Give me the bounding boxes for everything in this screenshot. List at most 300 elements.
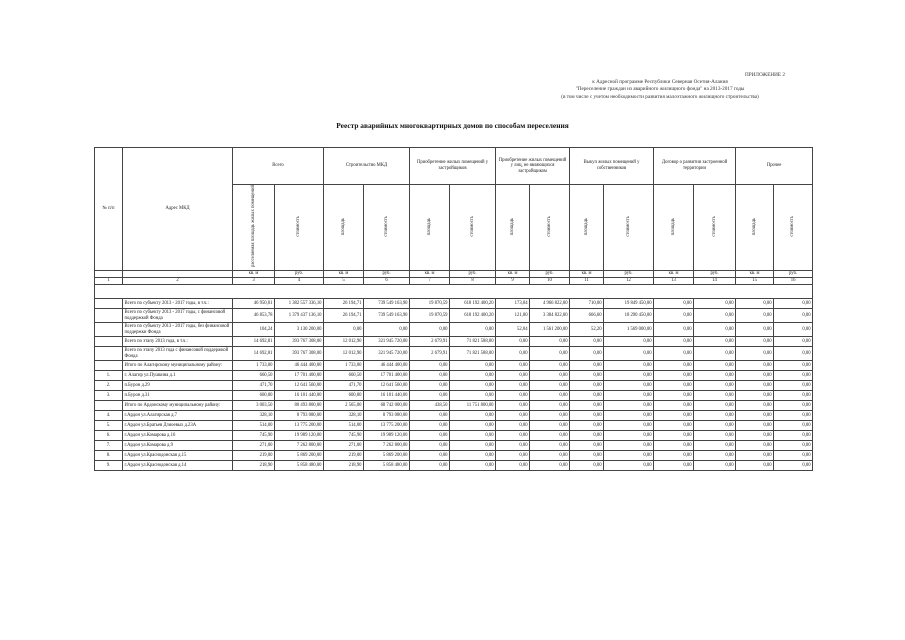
row-address: Всего по субъекту 2013 - 2017 годы, в т.ч.:	[123, 299, 233, 309]
column-number-cell: 13	[654, 278, 694, 285]
row-value: 0,00	[496, 441, 530, 451]
row-address: г.Ардон ул.Алагирская д.7	[123, 411, 233, 421]
row-value: 0,00	[530, 461, 570, 471]
row-value: 52,20	[570, 323, 604, 337]
row-value: 0,00	[694, 431, 736, 441]
row-value: 0,00	[530, 441, 570, 451]
row-value: 0,00	[694, 411, 736, 421]
spacer-row	[95, 285, 813, 299]
row-value: 0,00	[654, 421, 694, 431]
row-value: 0,00	[774, 451, 813, 461]
row-address: Итого по Алагирскому муниципальному району:	[123, 361, 233, 371]
row-value: 0,00	[604, 347, 654, 361]
row-value: 0,00	[410, 431, 450, 441]
row-value: 2 679,91	[410, 337, 450, 347]
row-value: 0,00	[450, 361, 496, 371]
row-value: 0,00	[604, 361, 654, 371]
header-sub	[324, 185, 364, 271]
row-value: 618 192 400,20	[450, 299, 496, 309]
row-value: 0,00	[604, 421, 654, 431]
unit-cell: руб.	[530, 271, 570, 278]
row-value: 0,00	[604, 401, 654, 411]
row-number: 4.	[95, 411, 123, 421]
row-value: 600,80	[233, 391, 275, 401]
header-sub-label: площадь	[426, 217, 432, 235]
row-value: 0,00	[496, 451, 530, 461]
row-number: 2.	[95, 381, 123, 391]
unit-cell	[95, 271, 123, 278]
row-value: 0,00	[570, 411, 604, 421]
row-value: 745,90	[324, 431, 364, 441]
row-value: 0,00	[694, 337, 736, 347]
row-value: 0,00	[774, 299, 813, 309]
row-value: 0,00	[530, 361, 570, 371]
row-value: 0,00	[736, 391, 774, 401]
row-value: 0,00	[496, 347, 530, 361]
row-value: 0,00	[570, 347, 604, 361]
row-number: 3.	[95, 391, 123, 401]
row-value: 0,00	[450, 421, 496, 431]
header-sub-label: площадь	[583, 217, 589, 235]
header-sub	[496, 185, 530, 271]
column-number-cell: 5	[324, 278, 364, 285]
row-value: 19 989 120,00	[275, 431, 324, 441]
header-sub	[570, 185, 604, 271]
header-sub	[410, 185, 450, 271]
row-number: 6.	[95, 431, 123, 441]
header-sub	[774, 185, 813, 271]
header-address: Адрес МКД	[123, 148, 233, 271]
row-number: 1.	[95, 371, 123, 381]
header-sub-label: стоимость	[469, 215, 475, 237]
table-row	[95, 411, 813, 421]
row-value: 0,00	[496, 391, 530, 401]
row-value: 0,00	[654, 337, 694, 347]
header-group-purchase-non-developers: Приобретение жилых помещений у лиц, не являющихся застройщиком	[496, 148, 570, 185]
row-value: 104,24	[233, 323, 275, 337]
page-title: Реестр аварийных многоквартирных домов по способам переселения	[336, 121, 569, 130]
row-value: 0,00	[450, 411, 496, 421]
row-value: 3 384 822,00	[530, 309, 570, 323]
row-value: 0,00	[694, 361, 736, 371]
row-value: 745,90	[233, 431, 275, 441]
row-value: 0,00	[530, 421, 570, 431]
appendix-block	[460, 72, 860, 101]
row-value: 471,70	[324, 381, 364, 391]
column-number-cell: 9	[496, 278, 530, 285]
row-value: 0,00	[570, 461, 604, 471]
row-value: 0,00	[530, 371, 570, 381]
row-address: Итого по Ардонскому муниципальному району:	[123, 401, 233, 411]
row-address: г.Ардон ул.Комарова д.16	[123, 431, 233, 441]
row-value: 218,90	[324, 461, 364, 471]
row-value: 0,00	[450, 451, 496, 461]
column-number-cell: 6	[364, 278, 410, 285]
row-value: 1 561 200,00	[530, 323, 570, 337]
row-value: 0,00	[694, 323, 736, 337]
unit-cell: руб.	[774, 271, 813, 278]
row-value: 0,00	[496, 431, 530, 441]
row-value: 739 549 163,90	[364, 299, 410, 309]
row-value: 0,00	[450, 323, 496, 337]
row-value: 0,00	[694, 441, 736, 451]
row-value: 0,00	[530, 401, 570, 411]
table-row	[95, 371, 813, 381]
row-value: 0,00	[570, 401, 604, 411]
table-row	[95, 451, 813, 461]
row-value: 0,00	[736, 411, 774, 421]
row-value: 2 565,00	[324, 401, 364, 411]
row-value: 0,00	[450, 431, 496, 441]
row-value: 0,00	[450, 461, 496, 471]
row-value: 12 012,90	[324, 347, 364, 361]
row-value: 0,00	[736, 401, 774, 411]
row-value: 0,00	[736, 323, 774, 337]
row-value: 0,00	[694, 299, 736, 309]
row-value: 0,00	[774, 401, 813, 411]
row-value: 13 775 200,00	[364, 421, 410, 431]
table-row	[95, 361, 813, 371]
row-value: 0,00	[410, 461, 450, 471]
row-value: 0,00	[694, 461, 736, 471]
row-value: 0,00	[654, 441, 694, 451]
table-row	[95, 441, 813, 451]
row-value: 0,00	[774, 411, 813, 421]
unit-cell: руб.	[364, 271, 410, 278]
row-value: 0,00	[654, 371, 694, 381]
table-row	[95, 299, 813, 309]
row-value: 0,00	[774, 421, 813, 431]
unit-cell: кв. м	[324, 271, 364, 278]
header-sub-label: площадь	[670, 217, 676, 235]
unit-cell: кв. м	[233, 271, 275, 278]
row-value: 68 742 000,00	[364, 401, 410, 411]
header-sub-label: расселяемая площадь жилых помещений	[250, 185, 256, 268]
header-group-total: Всего	[233, 148, 324, 185]
row-value: 52,04	[496, 323, 530, 337]
row-value: 2 679,91	[410, 347, 450, 361]
row-value: 0,00	[736, 421, 774, 431]
header-sub-label: стоимость	[790, 215, 796, 237]
row-number: 7.	[95, 441, 123, 451]
header-sub	[694, 185, 736, 271]
table-row	[95, 309, 813, 323]
row-value: 438,50	[410, 401, 450, 411]
row-value: 0,00	[694, 309, 736, 323]
table-row	[95, 323, 813, 337]
row-value: 0,00	[570, 431, 604, 441]
row-address: г. Алагир ул.Пушкина д.1	[123, 371, 233, 381]
row-value: 739 549 163,90	[364, 309, 410, 323]
row-value: 0,00	[410, 411, 450, 421]
table-row	[95, 421, 813, 431]
column-number-cell: 10	[530, 278, 570, 285]
header-sub-label: площадь	[751, 217, 757, 235]
row-value: 0,00	[736, 451, 774, 461]
row-value: 14 692,81	[233, 347, 275, 361]
row-address: г.Ардон ул.Краснодонская д.14	[123, 461, 233, 471]
row-value: 0,00	[570, 371, 604, 381]
header-sub-label: площадь	[340, 217, 346, 235]
row-value: 1 379 437 136,10	[275, 309, 324, 323]
row-value: 0,00	[530, 337, 570, 347]
row-value: 0,00	[774, 431, 813, 441]
column-number-cell: 16	[774, 278, 813, 285]
row-value: 0,00	[694, 421, 736, 431]
row-number: 8.	[95, 451, 123, 461]
row-value: 0,00	[654, 451, 694, 461]
table-row	[95, 461, 813, 471]
header-sub-label: стоимость	[625, 215, 631, 237]
row-value: 17 701 400,00	[364, 371, 410, 381]
row-address: г.Ардон ул.Братьев Дзиоевых д.23А	[123, 421, 233, 431]
unit-cell: кв. м	[410, 271, 450, 278]
row-value: 0,00	[654, 411, 694, 421]
column-number-cell: 2	[123, 278, 233, 285]
row-value: 16 101 440,00	[275, 391, 324, 401]
row-value: 0,00	[496, 361, 530, 371]
row-value: 0,00	[450, 381, 496, 391]
row-value: 710,00	[570, 299, 604, 309]
row-value: 0,00	[736, 299, 774, 309]
header-sub-label: стоимость	[383, 215, 389, 237]
row-value: 0,00	[604, 411, 654, 421]
header-sub	[275, 185, 324, 271]
row-value: 271,00	[233, 441, 275, 451]
row-value: 0,00	[736, 441, 774, 451]
row-value: 8 793 080,00	[275, 411, 324, 421]
unit-cell: кв. м	[570, 271, 604, 278]
row-value: 26 194,71	[324, 299, 364, 309]
row-number	[95, 337, 123, 347]
row-value: 71 821 588,00	[450, 337, 496, 347]
appendix-line: (в том числе с учетом необходимости развития малоэтажного жилищного строительства)	[561, 93, 759, 100]
row-value: 0,00	[654, 391, 694, 401]
row-value: 1 382 557 336,10	[275, 299, 324, 309]
row-value: 12 641 560,00	[275, 381, 324, 391]
row-address: Всего по этапу 2013 года, в т.ч.:	[123, 337, 233, 347]
row-value: 0,00	[654, 309, 694, 323]
row-value: 0,00	[774, 361, 813, 371]
row-value: 514,00	[324, 421, 364, 431]
table-row	[95, 381, 813, 391]
row-value: 328,10	[324, 411, 364, 421]
table-row	[95, 401, 813, 411]
unit-cell	[123, 271, 233, 278]
header-nn: № п/п	[95, 148, 123, 271]
row-value: 0,00	[530, 381, 570, 391]
row-value: 46 444 400,00	[364, 361, 410, 371]
row-value: 3 130 200,00	[275, 323, 324, 337]
row-value: 12 641 560,00	[364, 381, 410, 391]
unit-cell: руб.	[604, 271, 654, 278]
row-value: 5 858 480,00	[275, 461, 324, 471]
row-value: 0,00	[324, 323, 364, 337]
row-value: 0,00	[496, 411, 530, 421]
row-value: 0,00	[570, 391, 604, 401]
row-value: 0,00	[604, 337, 654, 347]
row-value: 0,00	[736, 431, 774, 441]
table-row	[95, 431, 813, 441]
unit-cell: кв. м	[654, 271, 694, 278]
row-value: 0,00	[410, 371, 450, 381]
row-value: 0,00	[694, 391, 736, 401]
row-value: 0,00	[496, 371, 530, 381]
row-value: 0,00	[364, 323, 410, 337]
row-value: 0,00	[604, 441, 654, 451]
row-value: 19 849 450,00	[604, 299, 654, 309]
row-value: 0,00	[570, 381, 604, 391]
row-value: 1 733,00	[324, 361, 364, 371]
row-value: 0,00	[450, 391, 496, 401]
header-sub-label: стоимость	[546, 215, 552, 237]
row-value: 5 869 200,00	[364, 451, 410, 461]
row-value: 0,00	[604, 451, 654, 461]
row-value: 0,00	[570, 451, 604, 461]
row-value: 0,00	[654, 401, 694, 411]
row-value: 0,00	[654, 461, 694, 471]
row-address: п.Бурон д.29	[123, 381, 233, 391]
row-value: 0,00	[570, 361, 604, 371]
row-value: 0,00	[736, 461, 774, 471]
row-value: 7 262 800,00	[364, 441, 410, 451]
header-group-territory: Договор о развитии застроенной территории	[654, 148, 736, 185]
row-value: 0,00	[604, 371, 654, 381]
column-number-cell: 7	[410, 278, 450, 285]
row-value: 0,00	[496, 461, 530, 471]
row-number	[95, 401, 123, 411]
row-value: 0,00	[530, 451, 570, 461]
row-value: 19 870,59	[410, 309, 450, 323]
column-number-cell: 1	[95, 278, 123, 285]
row-value: 173,04	[496, 299, 530, 309]
row-value: 0,00	[496, 401, 530, 411]
row-address: п.Бурон д.31	[123, 391, 233, 401]
unit-cell: руб.	[275, 271, 324, 278]
row-value: 0,00	[774, 309, 813, 323]
row-value: 0,00	[604, 461, 654, 471]
row-value: 0,00	[774, 441, 813, 451]
row-value: 0,00	[410, 451, 450, 461]
row-value: 0,00	[736, 347, 774, 361]
row-value: 26 194,71	[324, 309, 364, 323]
header-group-construction: Строительство МКД	[324, 148, 410, 185]
column-number-cell: 11	[570, 278, 604, 285]
appendix-line: ПРИЛОЖЕНИЕ 2	[745, 72, 785, 78]
row-value: 328,10	[233, 411, 275, 421]
header-sub-label: стоимость	[711, 215, 717, 237]
row-value: 219,00	[233, 451, 275, 461]
unit-cell: кв. м	[496, 271, 530, 278]
row-value: 0,00	[410, 381, 450, 391]
header-sub	[364, 185, 410, 271]
header-sub	[530, 185, 570, 271]
column-number-cell: 14	[694, 278, 736, 285]
row-value: 0,00	[774, 391, 813, 401]
row-value: 0,00	[694, 347, 736, 361]
row-address: Всего по субъекту 2013 - 2017 годы, с финансовой поддержкой Фонда	[123, 309, 233, 323]
row-value: 12 012,90	[324, 337, 364, 347]
row-value: 13 775 200,00	[275, 421, 324, 431]
row-value: 471,70	[233, 381, 275, 391]
row-value: 0,00	[410, 441, 450, 451]
row-value: 16 101 440,00	[364, 391, 410, 401]
appendix-line: "Переселение граждан из аварийного жилищного фонда" на 2013-2017 годы	[575, 86, 745, 93]
row-value: 0,00	[774, 323, 813, 337]
row-value: 3 003,50	[233, 401, 275, 411]
row-value: 660,50	[233, 371, 275, 381]
row-value: 0,00	[450, 441, 496, 451]
row-value: 19 870,59	[410, 299, 450, 309]
row-value: 618 192 400,20	[450, 309, 496, 323]
row-value: 46 853,78	[233, 309, 275, 323]
row-value: 271,00	[324, 441, 364, 451]
row-value: 0,00	[530, 347, 570, 361]
row-value: 5 858 480,00	[364, 461, 410, 471]
row-value: 0,00	[694, 451, 736, 461]
row-value: 18 290 450,00	[604, 309, 654, 323]
row-value: 0,00	[736, 371, 774, 381]
row-value: 0,00	[410, 361, 450, 371]
header-sub-label: площадь	[509, 217, 515, 235]
table-row	[95, 391, 813, 401]
row-value: 0,00	[530, 431, 570, 441]
row-value: 0,00	[496, 337, 530, 347]
row-address: г.Ардон ул.Краснодонская д.15	[123, 451, 233, 461]
row-value: 0,00	[694, 381, 736, 391]
header-group-purchase-developers: Приобретение жилых помещений у застройщиков	[410, 148, 496, 185]
column-number-cell: 4	[275, 278, 324, 285]
row-value: 17 701 400,00	[275, 371, 324, 381]
column-number-cell: 3	[233, 278, 275, 285]
row-value: 0,00	[694, 371, 736, 381]
row-number	[95, 347, 123, 361]
row-value: 0,00	[654, 381, 694, 391]
row-number: 5.	[95, 421, 123, 431]
row-value: 121,00	[496, 309, 530, 323]
row-value: 393 767 308,00	[275, 347, 324, 361]
header-sub	[450, 185, 496, 271]
row-value: 219,00	[324, 451, 364, 461]
row-number	[95, 299, 123, 309]
header-sub	[604, 185, 654, 271]
column-number-cell: 8	[450, 278, 496, 285]
row-value: 0,00	[570, 337, 604, 347]
row-value: 0,00	[604, 431, 654, 441]
row-value: 0,00	[736, 361, 774, 371]
unit-cell: руб.	[694, 271, 736, 278]
row-value: 5 869 200,00	[275, 451, 324, 461]
row-address: Всего по субъекту 2013 - 2017 годы, без финансовой поддержки Фонда	[123, 323, 233, 337]
row-value: 0,00	[654, 323, 694, 337]
row-value: 0,00	[530, 411, 570, 421]
header-group-other: Прочее	[736, 148, 813, 185]
row-value: 0,00	[570, 421, 604, 431]
row-value: 0,00	[736, 309, 774, 323]
row-value: 0,00	[654, 347, 694, 361]
row-value: 666,60	[570, 309, 604, 323]
registry-table	[94, 147, 813, 471]
row-value: 393 767 308,00	[275, 337, 324, 347]
row-number: 9.	[95, 461, 123, 471]
column-number-cell: 15	[736, 278, 774, 285]
row-number	[95, 323, 123, 337]
row-value: 321 945 720,00	[364, 337, 410, 347]
row-value: 14 692,81	[233, 337, 275, 347]
header-sub	[654, 185, 694, 271]
row-value: 0,00	[410, 421, 450, 431]
row-value: 0,00	[654, 299, 694, 309]
